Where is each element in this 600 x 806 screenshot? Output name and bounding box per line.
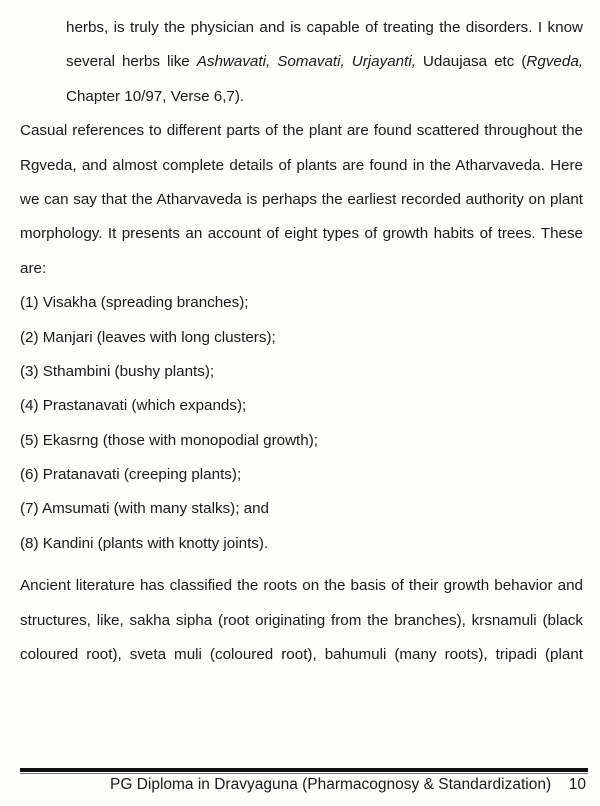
paragraph-line: Rgveda, and almost complete details of plants are found in the Atharvaveda. Here (20, 156, 583, 174)
quote-line: Chapter 10/97, Verse 6,7). (66, 87, 245, 105)
herb-name: Ashwavati, (196, 53, 271, 71)
list-item: (7) Amsumati (with many stalks); and (20, 500, 269, 518)
page-footer (110, 776, 586, 794)
list-item: (4) Prastanavati (which expands); (20, 397, 247, 415)
quote-line: herbs, is truly the physician and is capable of treating the disorders. I know (66, 19, 583, 36)
herb-name: Urjayanti, (351, 53, 416, 71)
list-item: (2) Manjari (leaves with long clusters); (20, 328, 276, 346)
list-item: (5) Ekasrng (those with monopodial growth); (20, 431, 318, 449)
paragraph-line: coloured root), sveta muli (coloured root), bahumuli (many roots), tripadi (plant (20, 646, 583, 664)
paragraph-2 (20, 569, 583, 672)
list-item: (1) Visakha (spreading branches); (20, 294, 249, 312)
footer-title: PG Diploma in Dravyaguna (Pharmacognosy & Standardization) (110, 776, 552, 793)
list-item: (6) Pratanavati (creeping plants); (20, 466, 242, 484)
page-number: 10 (568, 776, 586, 793)
source-ref: Rgveda, (526, 53, 583, 71)
list-item: (3) Sthambini (bushy plants); (20, 362, 215, 380)
quote-block (20, 11, 583, 114)
paragraph-line: morphology. It presents an account of eight types of growth habits of trees. These (20, 225, 583, 243)
paragraph-line: Ancient literature has classified the roots on the basis of their growth behavior and (20, 577, 583, 595)
list-item: (8) Kandini (plants with knotty joints). (20, 534, 269, 552)
growth-habits-list (20, 286, 583, 561)
footer-rule-thin (20, 773, 588, 774)
page-body (20, 11, 583, 672)
quote-line (20, 45, 583, 79)
paragraph-line: are: (20, 259, 47, 277)
paragraph-line: Casual references to different parts of the plant are found scattered throughout the (20, 122, 583, 140)
paragraph-line: we can say that the Atharvaveda is perhaps the earliest recorded authority on plant (20, 190, 583, 208)
paragraph-1 (20, 114, 583, 286)
herb-name: Somavati, (277, 53, 345, 71)
text: several herbs like (66, 53, 197, 71)
footer-rule (20, 768, 588, 772)
text: Udaujasa etc ( (415, 53, 527, 71)
paragraph-line: structures, like, sakha sipha (root originating from the branches), krsnamuli (black (20, 611, 583, 629)
